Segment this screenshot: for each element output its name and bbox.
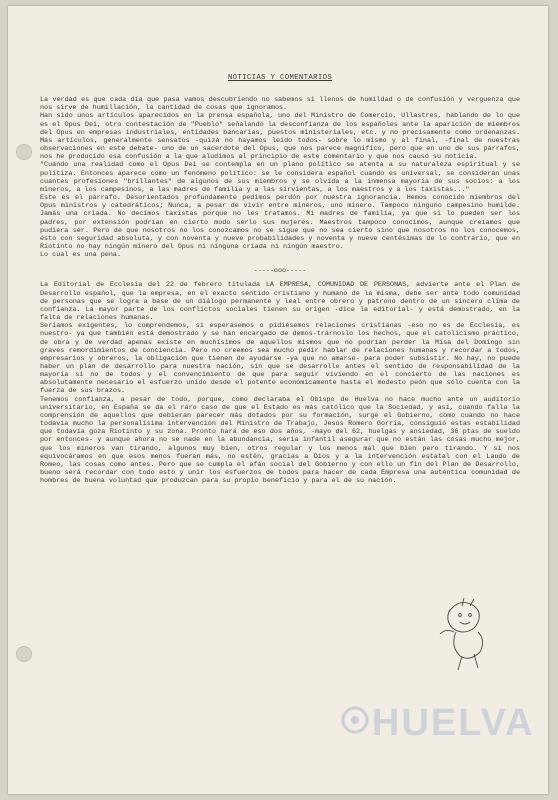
paragraph: Lo cual es una pena.: [40, 251, 122, 260]
paragraph: Tenemos confianza, a pesar de todo, porque, como declaraba el Obispo de Huelva no hace mucho ante un auditorio universitario, en España se da el raro caso de que el Estado es más católico que la Sociedad, y así, cuando falla la comprensión de aquellos que debieran parecer más dotados por su formación, surge el Gobierno, como cuando no hace todavía mucho la personalísima intervención del Ministro de Trabajo, Jesús Romero Gorría, consiguió estas estabilidad que todavía goza Riotinto y su zona. Pronto hará de eso dos años, -mayo del 62, huelgas y ansiedad, 36 ptas de sueldo por entonces- y aunque ahora no se nade en la abundancia, sería infantil asegurar que no están las cosas mucho mejor, que los mineros van tirando, algunos muy bien, otros regular y los menos mal que bien pero tirando. Y si nos equivocáramos en que esos menos fueran más, no estén, gracias a Dios y a la intervención estatal con el Laudo de Romeo, las cosas como antes. Pero que se cumpla el afán social del Gobierno y con ello un fin del Plan de Desarrollo, bueno será recordar con todo esto y unir los esfuerzos de todos para hacer de cada Empresa una auténtica comunidad de hombres de buena voluntad que produzcan para su propio beneficio y para el de su nación.: [40, 395, 520, 486]
punch-hole: [16, 144, 32, 160]
paragraph: Este es el párrafo. Desorientados profundamente pedimos perdón por nuestra ignorancia. Hemos conocido miembros del Opus ministros y catedráticos; Nunca, a pesar de vivir entre mineros, uno minero. Tampoco ninguno campesino humilde. Jamás una criada. No decimos taxistas porque no les tratamos. Mi madres de familia, ya que si lo pueden ser los padres, por extensión podrían en cierto modo serlo sus mujeres. Maestros tampoco conocimos, aunque creíamos que pudiera ser. Pero de que nosotros no los conozcamos no se sigue que no sea cierto sino que nosotros no los conocemos, ésto con seguridad absoluta, y con noventa y nueve probabilidades y noventa y nueve centésimas de lo contrario, que en Riotinto no hay ningún minero del Opus ni ninguna criada ni ningún maestro.: [40, 194, 520, 251]
paragraph: Han sido unos artículos aparecidos en la prensa española, uno del Ministro de Comercio, Ullastres, hablando de lo que es el Opus Dei, otro contestación de "Pueblo" señalando la desconfianza de los españoles ante la aparición de miembros del Opus en empresas industriales, entidades bancarias, puestos ministeriales, etc. y no precisamente como ordenanzas. Más artículos, generalmente sensatos -quizá no hayamos leido todos- sobre lo mismo y al final, -final de nuestras observaciones en este debate- uno de un sacerdote del Opus, que nos parece magnifico, pero que en uno de sus párrafos, nos he producido esa confusión a la que aludimos al principio de este comentario y que nos causó su noticia.: [40, 112, 520, 162]
watermark-text: HUELVA: [372, 702, 535, 744]
punch-hole: [16, 646, 32, 662]
paragraph: Seríamos exigentes, lo comprendemos, si esperásemos o pidiésemos relaciones cristianas -eso no es de Ecclesia, es nuestro- ya que también está demostrado y se han encargado de demos-trárnoslo los hechos, que el catolicismo práctico, de obra y de verdad apenas existe en muchísimos de aquellos mismos que no podrían perder la Misa del Domingo sin graves remordimientos de conciencia. Pero no creemos sea mucho pedir hablar de relaciones humanas y recordar a todos, empresarios y obreros, la obligación que tienen de ayudarse -ya que no amarse- para poder subsistir. No hay, no puede haber un plan de desarrollo para nuestra nación, sin que se desarrolle antes el sentido de responsabilidad de la mayoría si no de todos y el convencimiento de que para seguir viviendo en el concierto de las naciones es absolutamente necesario el esfuerzo unido desde el potente económicamente hasta el modesto peón que sólo cuenta con la fuerza de sus brazos.: [40, 322, 520, 396]
paragraph: La Editorial de Ecclesia del 22 de febrero titulada LA EMPRESA, COMUNIDAD DE PERSONAS, advierte ante el Plan de Desarrollo español, que la empresa, en el exacto sentido cristiano y humano de la misma, debe ser ante todo comunidad de personas que se logra a base de un diálogo permanente y leal entre obrero y patrono dentro de un sincero clima de confianza. La mayor parte de los conflictos sociales tienen su origen -dice la editorial- y está demostrado, en la falta de relaciones humanas.: [40, 281, 520, 323]
paragraph: "Cuando una realidad como el Opus Dei se contempla en un plano político se atenta a su naturaleza espiritual y se politiza. Entonces aparece como un fenómeno político: se le considera español cuando es universal, se consideran unas cuantes profesiones "brillantes" de algunos de sus miembros y se olvida a la inmensa mayoría de sus socios: a los mineros, a los campesinos, a las madres de familia y a las sirvientas, a los maestros y a los taxistas...": [40, 161, 520, 194]
section-divider: -----ooo-----: [253, 267, 307, 276]
paragraph: La verdad es que cada día que pasa vamos descubriendo no sabemos si llenos de humildad o de confusión y verguenza que nos sirve de humillación, la cantidad de cosas que ignoramos.: [40, 96, 520, 113]
archive-logo-icon: [340, 705, 370, 735]
typed-text-body: [40, 74, 520, 485]
document-title: NOTICIAS Y COMENTARIOS: [227, 74, 333, 82]
handwritten-doodle: [432, 588, 502, 678]
